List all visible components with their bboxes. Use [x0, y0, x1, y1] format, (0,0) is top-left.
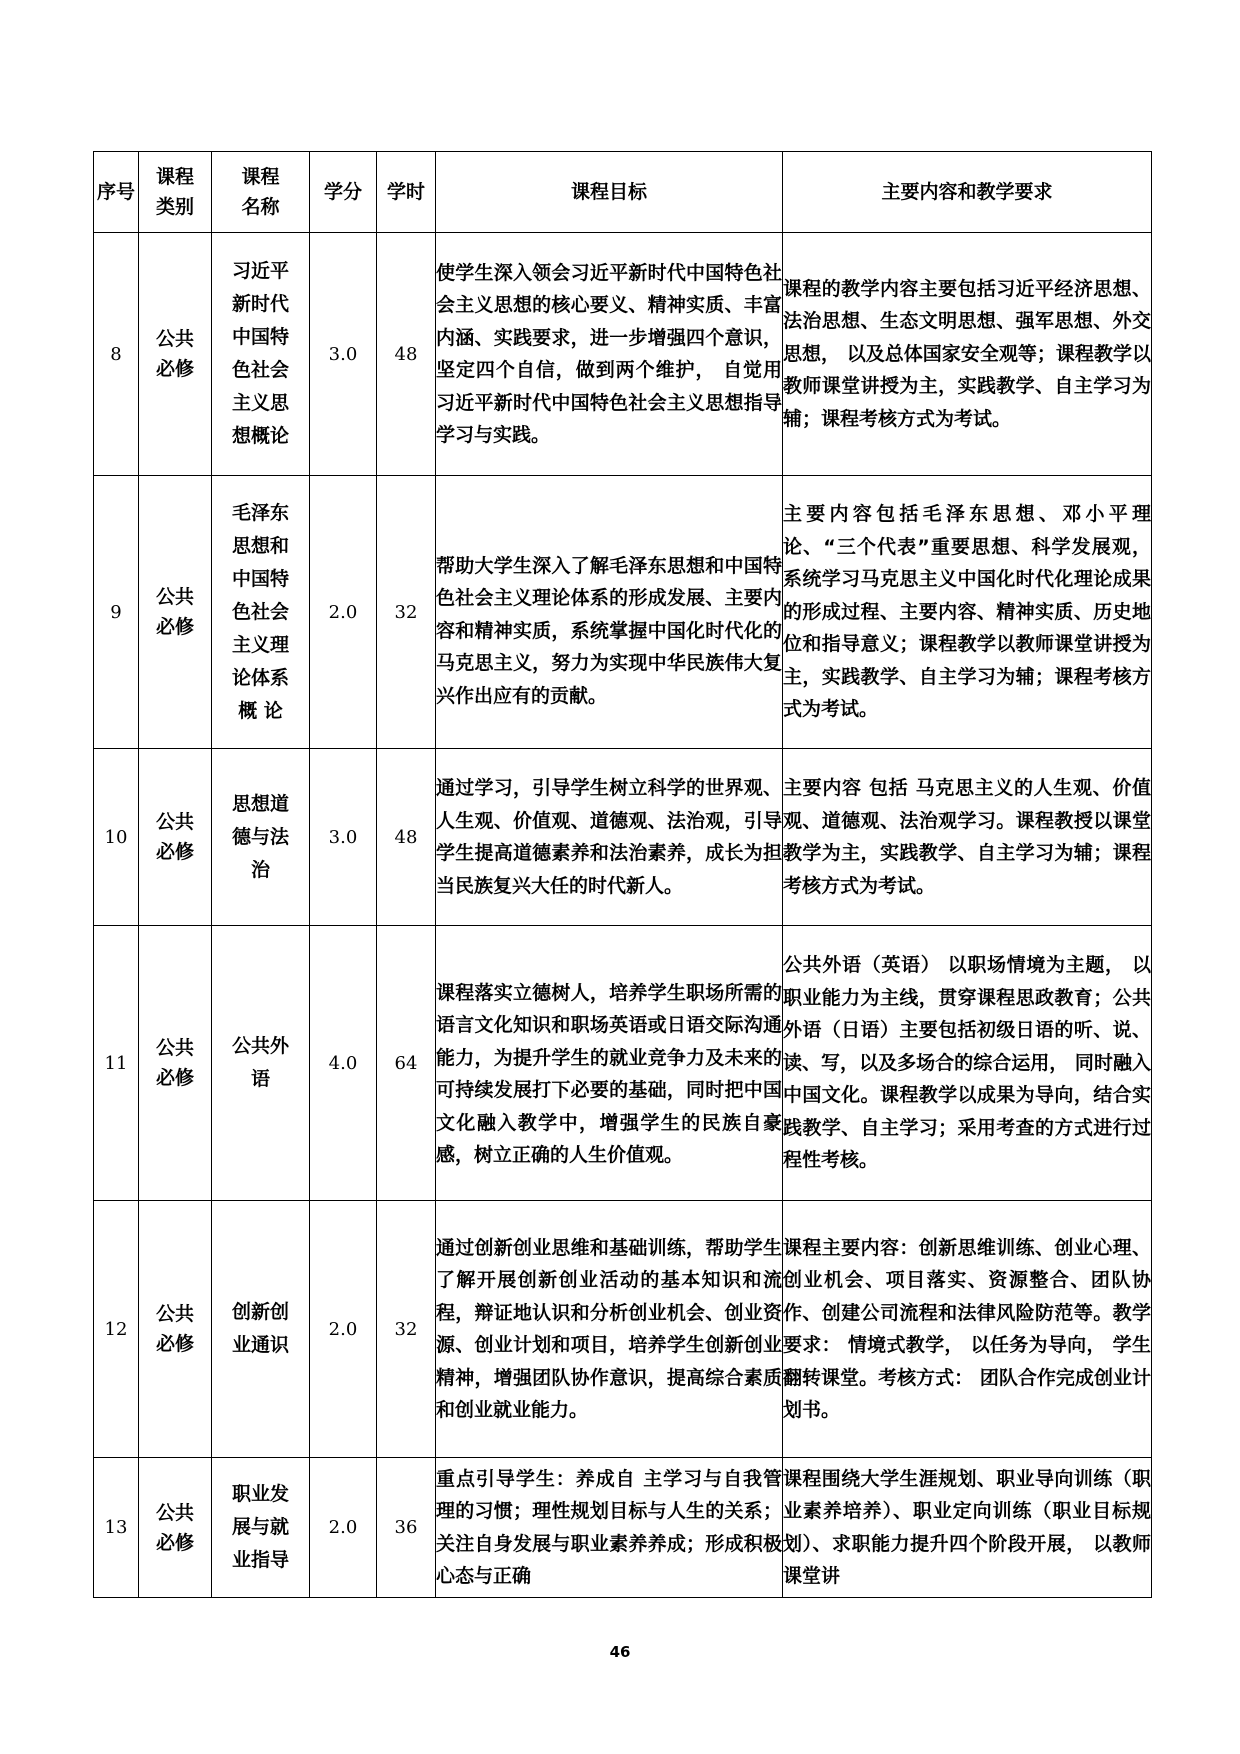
- header-content: 主要内容和教学要求: [783, 152, 1152, 233]
- row-content: 公共外语（英语） 以职场情境为主题， 以职业能力为主线，贯穿课程思政教育；公共外语（日语）主要包括初级日语的听、说、读、写，以及多场合的综合运用， 同时融入中国文化。课程教学以成果为导向，结合实践教学、自主学习；采用考查的方式进行过程性考核。: [783, 926, 1152, 1201]
- row-seq: 9: [94, 476, 139, 749]
- table-row: [94, 1201, 1152, 1458]
- row-course-name: 思想道德与法治: [212, 749, 310, 926]
- row-goal: 重点引导学生：养成自 主学习与自我管理的习惯；理性规划目标与人生的关系； 关注自身发展与职业素养养成；形成积极心态与正确: [436, 1458, 783, 1598]
- page-number: 46: [609, 1643, 631, 1661]
- row-credits: 3.0: [310, 749, 377, 926]
- row-goal: 通过创新创业思维和基础训练，帮助学生了解开展创新创业活动的基本知识和流程，辩证地认识和分析创业机会、创业资源、创业计划和项目，培养学生创新创业精神，增强团队协作意识，提高综合素质和创业就业能力。: [436, 1201, 783, 1458]
- row-category: 公共必修: [139, 749, 212, 926]
- row-content: 课程的教学内容主要包括习近平经济思想、法治思想、生态文明思想、强军思想、外交思想， 以及总体国家安全观等；课程教学以教师课堂讲授为主，实践教学、自主学习为辅；课程考核方式为考试。: [783, 233, 1152, 476]
- row-credits: 3.0: [310, 233, 377, 476]
- row-seq: 13: [94, 1458, 139, 1598]
- row-category: 公共必修: [139, 476, 212, 749]
- row-seq: 10: [94, 749, 139, 926]
- row-hours: 64: [377, 926, 436, 1201]
- row-seq: 11: [94, 926, 139, 1201]
- row-course-name: 创新创业通识: [212, 1201, 310, 1458]
- row-hours: 32: [377, 1201, 436, 1458]
- row-goal: 帮助大学生深入了解毛泽东思想和中国特色社会主义理论体系的形成发展、主要内容和精神实质，系统掌握中国化时代化的马克思主义，努力为实现中华民族伟大复兴作出应有的贡献。: [436, 476, 783, 749]
- row-goal: 使学生深入领会习近平新时代中国特色社会主义思想的核心要义、精神实质、丰富内涵、实践要求，进一步增强四个意识，坚定四个自信，做到两个维护， 自觉用习近平新时代中国特色社会主义思想指导学习与实践。: [436, 233, 783, 476]
- header-course-name: 课程名称: [212, 152, 310, 233]
- row-credits: 2.0: [310, 1458, 377, 1598]
- row-hours: 36: [377, 1458, 436, 1598]
- row-content: 课程主要内容：创新思维训练、创业心理、创业机会、项目落实、资源整合、团队协作、创建公司流程和法律风险防范等。教学要求： 情境式教学， 以任务为导向， 学生翻转课堂。考核方式： 团队合作完成创业计划书。: [783, 1201, 1152, 1458]
- table-row: [94, 233, 1152, 476]
- row-seq: 12: [94, 1201, 139, 1458]
- row-category: 公共必修: [139, 1201, 212, 1458]
- row-credits: 4.0: [310, 926, 377, 1201]
- table-header-row: [94, 152, 1152, 233]
- row-content: 主要内容 包括 马克思主义的人生观、价值观、道德观、法治观学习。课程教授以课堂教学为主，实践教学、自主学习为辅；课程考核方式为考试。: [783, 749, 1152, 926]
- header-hours: 学时: [377, 152, 436, 233]
- row-hours: 32: [377, 476, 436, 749]
- row-hours: 48: [377, 233, 436, 476]
- table-row: [94, 1458, 1152, 1598]
- row-hours: 48: [377, 749, 436, 926]
- table-row: [94, 926, 1152, 1201]
- row-content: 主要内容包括毛泽东思想、邓小平理论、“三个代表”重要思想、科学发展观， 系统学习马克思主义中国化时代化理论成果的形成过程、主要内容、精神实质、历史地位和指导意义；课程教学以教师课堂讲授为主，实践教学、自主学习为辅；课程考核方式为考试。: [783, 476, 1152, 749]
- header-goal: 课程目标: [436, 152, 783, 233]
- header-category: 课程类别: [139, 152, 212, 233]
- row-category: 公共必修: [139, 926, 212, 1201]
- row-course-name: 毛泽东思想和中国特色社会主义理论体系概 论: [212, 476, 310, 749]
- header-seq: 序号: [94, 152, 139, 233]
- row-goal: 课程落实立德树人，培养学生职场所需的语言文化知识和职场英语或日语交际沟通能力，为提升学生的就业竞争力及未来的可持续发展打下必要的基础，同时把中国文化融入教学中，增强学生的民族自豪感，树立正确的人生价值观。: [436, 926, 783, 1201]
- row-category: 公共必修: [139, 1458, 212, 1598]
- row-credits: 2.0: [310, 476, 377, 749]
- row-course-name: 职业发展与就业指导: [212, 1458, 310, 1598]
- header-credits: 学分: [310, 152, 377, 233]
- row-goal: 通过学习，引导学生树立科学的世界观、人生观、价值观、道德观、法治观，引导学生提高道德素养和法治素养，成长为担当民族复兴大任的时代新人。: [436, 749, 783, 926]
- table-row: [94, 749, 1152, 926]
- row-category: 公共必修: [139, 233, 212, 476]
- row-seq: 8: [94, 233, 139, 476]
- curriculum-table: [93, 151, 1152, 1598]
- row-course-name: 习近平新时代中国特色社会主义思想概论: [212, 233, 310, 476]
- row-content: 课程围绕大学生涯规划、职业导向训练（职业素养培养）、职业定向训练（职业目标规划）、求职能力提升四个阶段开展， 以教师课堂讲: [783, 1458, 1152, 1598]
- table-row: [94, 476, 1152, 749]
- row-course-name: 公共外语: [212, 926, 310, 1201]
- row-credits: 2.0: [310, 1201, 377, 1458]
